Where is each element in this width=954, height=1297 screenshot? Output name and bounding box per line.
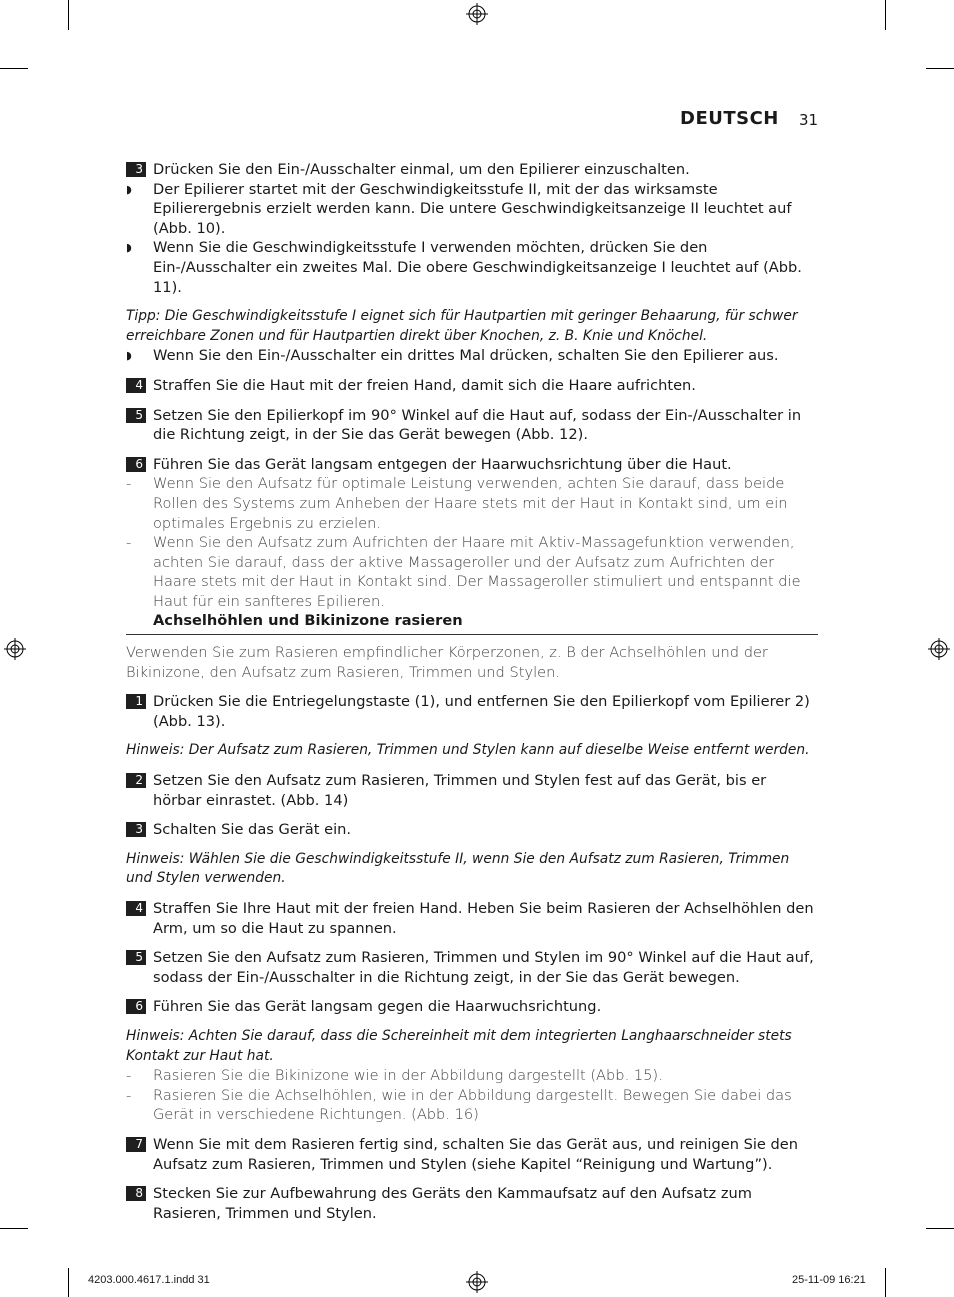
registration-mark-icon bbox=[466, 1271, 488, 1293]
crop-mark bbox=[885, 0, 886, 30]
step-text: Schalten Sie das Gerät ein. bbox=[153, 821, 352, 839]
registration-mark-icon bbox=[4, 638, 26, 660]
spacer bbox=[126, 938, 818, 948]
spacer bbox=[126, 445, 818, 455]
step-item bbox=[126, 1135, 818, 1174]
step-item bbox=[126, 455, 818, 475]
page-language-header: DEUTSCH bbox=[680, 108, 779, 129]
crop-mark bbox=[68, 1268, 69, 1297]
step-item bbox=[126, 771, 818, 810]
step-item bbox=[126, 160, 818, 180]
dash-marker: - bbox=[126, 1086, 132, 1104]
footer-file-info: 4203.000.4617.1.indd 31 bbox=[88, 1274, 210, 1286]
spacer bbox=[126, 1174, 818, 1184]
step-text: Drücken Sie den Ein-/Ausschalter einmal, um den Epilierer einzuschalten. bbox=[153, 161, 690, 178]
step-item bbox=[126, 376, 818, 396]
step-number-badge: 2 bbox=[126, 773, 146, 788]
step-item bbox=[126, 997, 818, 1017]
dash-marker: - bbox=[126, 475, 132, 493]
step-number-badge: 6 bbox=[126, 457, 146, 472]
spacer bbox=[126, 396, 818, 406]
step-text: Wenn Sie mit dem Rasieren fertig sind, schalten Sie das Gerät aus, und reinigen Sie den Aufsatz zum Rasieren, Trimmen und Stylen (siehe Kapitel “Reinigung und Wartung”). bbox=[153, 1135, 799, 1173]
note-text: Hinweis: Wählen Sie die Geschwindigkeitsstufe II, wenn Sie den Aufsatz zum Rasieren, Trimmen und Stylen verwenden. bbox=[126, 850, 790, 887]
step-number-badge: 1 bbox=[126, 694, 146, 709]
step-number-badge: 3 bbox=[126, 162, 146, 177]
step-number-badge: 7 bbox=[126, 1137, 146, 1152]
step-text: Drücken Sie die Entriegelungstaste (1), und entfernen Sie den Epilierkopf vom Epilierer 2) (Abb. 13). bbox=[153, 693, 810, 730]
dash-list-item bbox=[126, 1066, 818, 1086]
footer-date: 25-11-09 16:21 bbox=[792, 1274, 866, 1286]
step-item bbox=[126, 692, 818, 731]
registration-mark-icon bbox=[928, 638, 950, 660]
spacer bbox=[126, 987, 818, 997]
step-number-badge: 8 bbox=[126, 1186, 146, 1201]
spacer bbox=[126, 682, 818, 692]
bullet-text: Wenn Sie die Geschwindigkeitsstufe I verwenden möchten, drücken Sie den Ein-/Ausschalter ein zweites Mal. Die obere Geschwindigkeitsanzeige I leuchtet auf (Abb. 11). bbox=[153, 239, 802, 296]
note-text: Hinweis: Achten Sie darauf, dass die Schereinheit mit dem integrierten Langhaarschneider stets Kontakt zur Haut hat. bbox=[126, 1027, 792, 1064]
spacer bbox=[126, 1125, 818, 1135]
spacer bbox=[126, 810, 818, 820]
dash-list-item bbox=[126, 474, 818, 533]
dash-text: Rasieren Sie die Bikinizone wie in der Abbildung dargestellt (Abb. 15). bbox=[153, 1067, 663, 1085]
spacer bbox=[126, 889, 818, 899]
document-body bbox=[126, 160, 818, 1223]
dash-marker: - bbox=[126, 1067, 132, 1085]
step-number-badge: 5 bbox=[126, 408, 146, 423]
spacer bbox=[126, 840, 818, 850]
step-number-badge: 4 bbox=[126, 378, 146, 393]
step-item bbox=[126, 406, 818, 445]
crop-mark bbox=[0, 1228, 28, 1229]
step-text: Stecken Sie zur Aufbewahrung des Geräts den Kammaufsatz auf den Aufsatz zum Rasieren, Trimmen und Stylen. bbox=[153, 1185, 752, 1222]
section-heading: Achselhöhlen und Bikinizone rasieren bbox=[126, 611, 818, 635]
bullet-arrow-icon: ◗ bbox=[126, 182, 132, 196]
step-item bbox=[126, 1184, 818, 1223]
dash-text: Wenn Sie den Aufsatz für optimale Leistung verwenden, achten Sie darauf, dass beide Rollen des Systems zum Anheben der Haare stets mit der Haut in Kontakt sind, um ein optimales Ergebnis zu erzielen. bbox=[153, 475, 788, 532]
spacer bbox=[126, 731, 818, 741]
dash-list-item bbox=[126, 1086, 818, 1125]
bullet-item bbox=[126, 346, 818, 366]
dash-list-item bbox=[126, 533, 818, 611]
step-text: Setzen Sie den Epilierkopf im 90° Winkel auf die Haut auf, sodass der Ein-/Ausschalter in die Richtung zeigt, in der Sie das Gerät bewegen (Abb. 12). bbox=[153, 406, 802, 444]
step-text: Führen Sie das Gerät langsam entgegen der Haarwuchsrichtung über die Haut. bbox=[153, 455, 732, 473]
bullet-text: Wenn Sie den Ein-/Ausschalter ein drittes Mal drücken, schalten Sie den Epilierer aus. bbox=[153, 347, 779, 365]
bullet-arrow-icon: ◗ bbox=[126, 349, 132, 363]
step-number-badge: 5 bbox=[126, 950, 146, 965]
crop-mark bbox=[926, 68, 954, 69]
bullet-item bbox=[126, 238, 818, 297]
paragraph: Verwenden Sie zum Rasieren empfindlicher Körperzonen, z. B der Achselhöhlen und der Bikinizone, den Aufsatz zum Rasieren, Trimmen und Stylen. bbox=[126, 644, 768, 681]
page-number: 31 bbox=[799, 111, 819, 129]
crop-mark bbox=[68, 0, 69, 30]
dash-marker: - bbox=[126, 534, 132, 552]
crop-mark bbox=[0, 68, 28, 69]
note-text: Hinweis: Der Aufsatz zum Rasieren, Trimmen und Stylen kann auf dieselbe Weise entfernt werden. bbox=[126, 742, 810, 759]
spacer bbox=[126, 366, 818, 376]
step-text: Straffen Sie die Haut mit der freien Hand, damit sich die Haare aufrichten. bbox=[153, 376, 696, 394]
step-item bbox=[126, 820, 818, 840]
spacer bbox=[126, 761, 818, 771]
step-number-badge: 4 bbox=[126, 901, 146, 916]
step-text: Straffen Sie Ihre Haut mit der freien Hand. Heben Sie beim Rasieren der Achselhöhlen den Arm, um so die Haut zu spannen. bbox=[153, 900, 814, 937]
step-text: Setzen Sie den Aufsatz zum Rasieren, Trimmen und Stylen fest auf das Gerät, bis er hörbar einrastet. (Abb. 14) bbox=[153, 772, 767, 809]
spacer bbox=[126, 297, 818, 307]
step-number-badge: 3 bbox=[126, 822, 146, 837]
note-text: Tipp: Die Geschwindigkeitsstufe I eignet sich für Hautpartien mit geringer Behaarung, für schwer erreichbare Zonen und für Hautpartien direkt über Knochen, z. B. Knie und Knöchel. bbox=[126, 308, 798, 344]
bullet-arrow-icon: ◗ bbox=[126, 241, 132, 255]
spacer bbox=[126, 1017, 818, 1027]
crop-mark bbox=[885, 1268, 886, 1297]
bullet-text: Der Epilierer startet mit der Geschwindigkeitsstufe II, mit der das wirksamste Epilierergebnis erzielt werden kann. Die untere Geschwindigkeitsanzeige II leuchtet auf (Abb. 10). bbox=[153, 180, 792, 237]
step-item bbox=[126, 948, 818, 987]
bullet-item bbox=[126, 180, 818, 239]
registration-mark-icon bbox=[466, 3, 488, 25]
crop-mark bbox=[926, 1228, 954, 1229]
dash-text: Wenn Sie den Aufsatz zum Aufrichten der Haare mit Aktiv-Massagefunktion verwenden, achten Sie darauf, dass der aktive Massageroller und der Aufsatz zum Aufrichten der Haare stets mit der Haut in Kontakt sind. Der Massageroller stimuliert und entspannt die Haut für ein sanfteres Epilieren. bbox=[153, 534, 801, 610]
step-text: Setzen Sie den Aufsatz zum Rasieren, Trimmen und Stylen im 90° Winkel auf die Haut auf, sodass der Ein-/Ausschalter in die Richtung zeigt, in der Sie das Gerät bewegen. bbox=[153, 949, 814, 986]
dash-text: Rasieren Sie die Achselhöhlen, wie in der Abbildung dargestellt. Bewegen Sie dabei das Gerät in verschiedene Richtungen. (Abb. 16) bbox=[153, 1086, 792, 1124]
step-text: Führen Sie das Gerät langsam gegen die Haarwuchsrichtung. bbox=[153, 998, 602, 1016]
step-number-badge: 6 bbox=[126, 999, 146, 1014]
step-item bbox=[126, 899, 818, 938]
